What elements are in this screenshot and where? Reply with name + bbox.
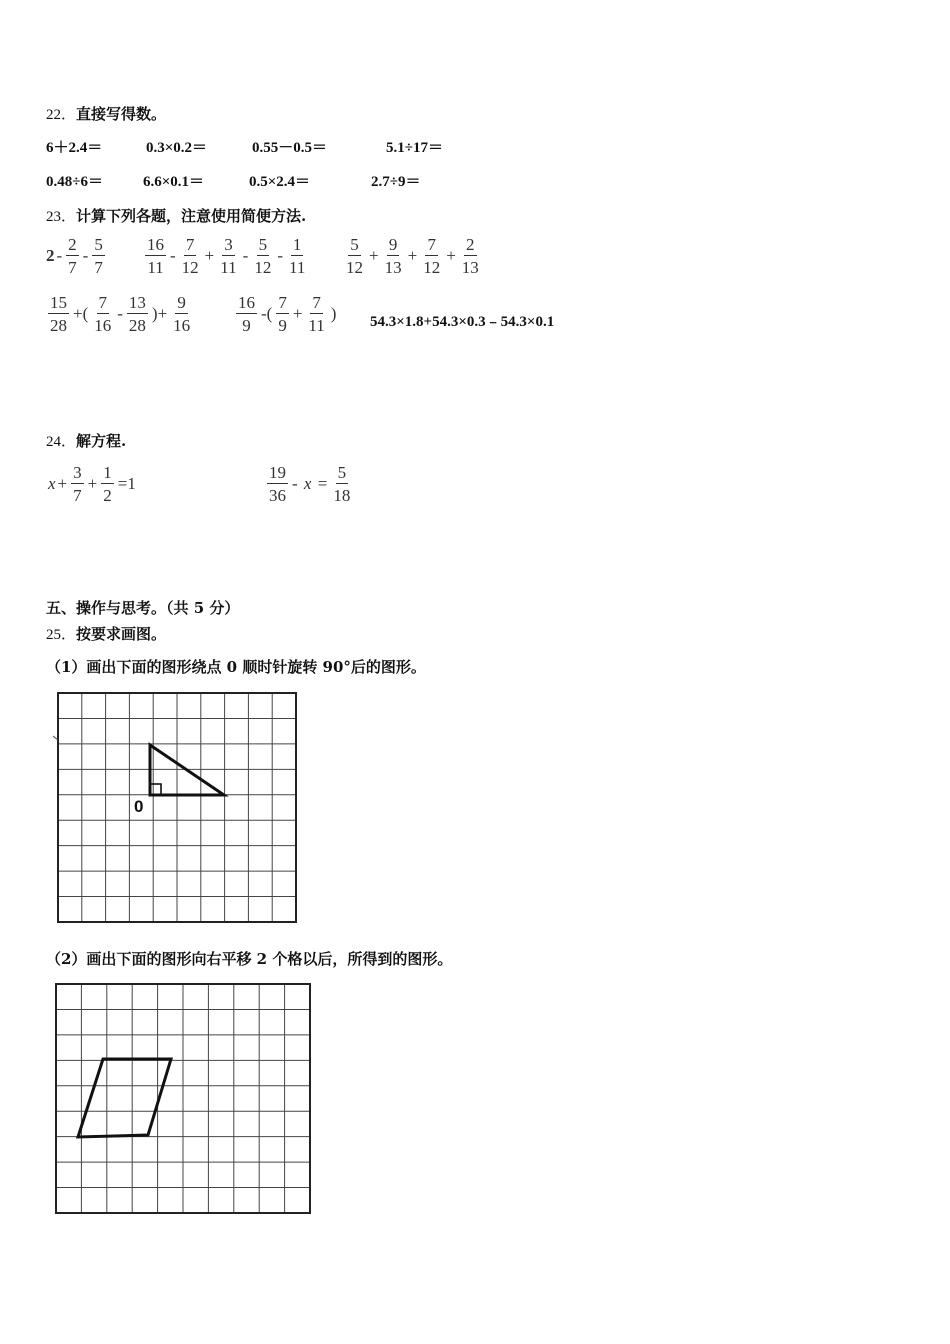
- right-angle-marker: [150, 784, 161, 795]
- operator: ): [330, 304, 337, 323]
- q22-item-7: 0.5×2.4＝: [249, 174, 311, 190]
- fraction: $\frac{3}{11}$: [220, 235, 237, 277]
- operator: +: [57, 474, 68, 493]
- operator: +: [369, 246, 379, 265]
- operator: -: [292, 474, 302, 493]
- fraction: $\frac{1}{2}$: [103, 463, 112, 505]
- operator: +: [407, 246, 418, 265]
- q24-equation-1: [48, 464, 138, 504]
- fraction: $\frac{16}{11}$: [147, 235, 164, 277]
- q22-item-5: 0.48÷6＝: [46, 174, 103, 190]
- operator: -(: [261, 304, 273, 323]
- operator: +: [292, 304, 303, 323]
- operator: -: [117, 304, 123, 323]
- fraction: $\frac{16}{9}$: [238, 293, 255, 335]
- operator: =: [313, 474, 328, 493]
- fraction: $\frac{3}{7}$: [73, 463, 82, 505]
- q23-expression-3: [342, 236, 483, 276]
- operator: -: [170, 246, 176, 265]
- q23-expression-6: 54.3×1.8+54.3×0.3﹣54.3×0.1: [370, 314, 555, 330]
- q25-number: 25．: [46, 627, 77, 643]
- q22-heading: [46, 103, 166, 124]
- q25-part1-instruction: （1）画出下面的图形绕点 0 顺时针旋转 90°后的图形。: [46, 658, 426, 676]
- variable: x: [303, 474, 312, 493]
- fraction: $\frac{9}{16}$: [173, 293, 191, 335]
- fraction: $\frac{15}{28}$: [50, 293, 67, 335]
- fraction: $\frac{9}{13}$: [384, 235, 402, 277]
- fraction: $\frac{7}{11}$: [308, 293, 325, 335]
- q25-title: 按要求画图。: [76, 625, 167, 643]
- fraction: $\frac{19}{36}$: [269, 463, 286, 505]
- q22-item-3: 0.55－0.5＝: [252, 140, 328, 156]
- q24-equation-2: [265, 464, 354, 504]
- fraction: $\frac{7}{16}$: [94, 293, 112, 335]
- parallelogram: [78, 1059, 171, 1137]
- q22-number: 22．: [46, 107, 77, 123]
- q25-heading: [46, 623, 166, 644]
- q23-number: 23．: [46, 209, 77, 225]
- section5-title: 五、操作与思考。（共 5 分）: [46, 599, 240, 617]
- q22-item-6: 6.6×0.1＝: [143, 174, 205, 190]
- rotation-point-label: 0: [134, 797, 144, 816]
- fraction: $\frac{5}{12}$: [254, 235, 272, 277]
- operator: -: [242, 246, 249, 265]
- grid-rotation: [50, 688, 310, 928]
- q25-part2-instruction: （2）画出下面的图形向右平移 2 个格以后，所得到的图形。: [46, 950, 453, 968]
- q22-item-2: 0.3×0.2＝: [146, 140, 208, 156]
- expr1-lead: 2: [46, 246, 55, 265]
- fraction: $\frac{7}{9}$: [278, 293, 287, 335]
- fraction: $\frac{2}{7}$: [68, 235, 77, 277]
- variable: x: [48, 474, 56, 493]
- fraction: $\frac{2}{13}$: [461, 235, 479, 277]
- fraction: $\frac{5}{18}$: [333, 463, 351, 505]
- q23-heading: [46, 205, 306, 226]
- q22-item-8: 2.7÷9＝: [371, 174, 421, 190]
- q23-expression-1: [46, 236, 107, 276]
- q22-item-4: 5.1÷17＝: [386, 140, 443, 156]
- q24-heading: [46, 430, 126, 451]
- operator: +: [204, 246, 215, 265]
- fraction: $\frac{13}{28}$: [128, 293, 146, 335]
- q23-expression-4: [46, 294, 194, 334]
- operator: -: [82, 246, 89, 265]
- fraction: $\frac{5}{7}$: [94, 235, 103, 277]
- fraction: $\frac{7}{12}$: [181, 235, 199, 277]
- fraction: $\frac{5}{12}$: [346, 235, 363, 277]
- q23-expression-2: [143, 236, 309, 276]
- operator: -: [56, 246, 63, 265]
- q22-item-1: 6＋2.4＝: [46, 140, 103, 156]
- grid-translation: [50, 980, 320, 1220]
- operator: )+: [151, 304, 168, 323]
- equation-rhs: =1: [117, 474, 136, 493]
- q22-title: 直接写得数。: [76, 105, 167, 123]
- operator: -: [277, 246, 283, 265]
- q24-title: 解方程.: [76, 432, 127, 450]
- fraction: $\frac{7}{12}$: [423, 235, 441, 277]
- q23-title: 计算下列各题，注意使用简便方法.: [76, 207, 307, 225]
- q23-expression-5: [234, 294, 338, 334]
- fraction: $\frac{1}{11}$: [288, 235, 306, 277]
- q24-number: 24．: [46, 434, 77, 450]
- operator: +(: [73, 304, 89, 323]
- operator: +: [446, 246, 456, 265]
- operator: +: [87, 474, 98, 493]
